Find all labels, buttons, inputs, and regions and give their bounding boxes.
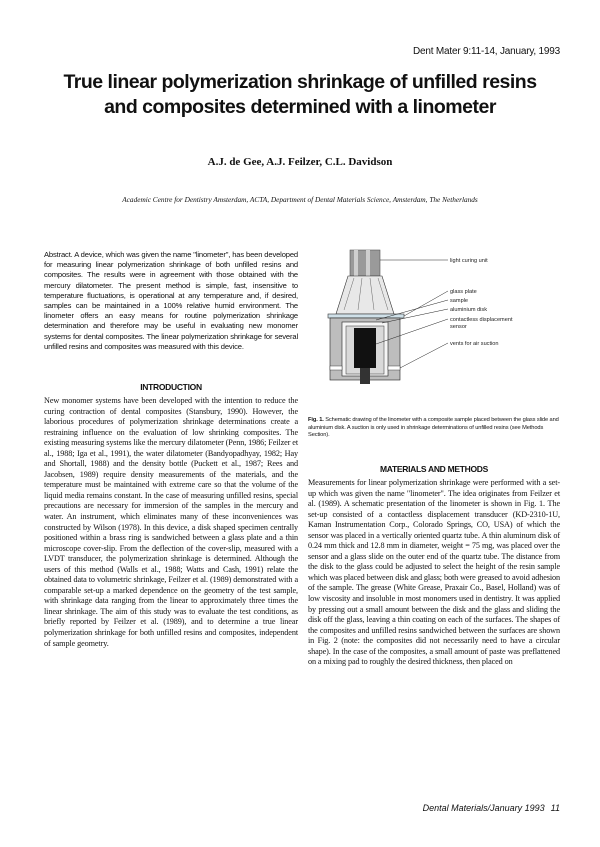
- page-number: 11: [550, 803, 560, 813]
- label-light-curing-unit: light curing unit: [450, 258, 488, 264]
- figure-caption-label: Fig. 1.: [308, 417, 324, 423]
- label-displacement-sensor: contactless displacement: [450, 317, 513, 323]
- displacement-sensor: [354, 328, 376, 368]
- label-sample: sample: [450, 298, 469, 304]
- paper-title: [40, 70, 560, 120]
- label-glass-plate: glass plate: [450, 289, 477, 295]
- affiliation: Academic Centre for Dentistry Amsterdam, ACTA, Department of Dental Materials Science, Amsterdam, The Netherlands: [122, 195, 478, 204]
- light-curing-unit: [336, 250, 394, 314]
- paper-title-line-2: and composites determined with a linometer: [104, 96, 496, 118]
- label-aluminium-disk: aluminium disk: [450, 307, 487, 313]
- materials-text: Measurements for linear polymerization shrinkage were performed with a set-up which was given the name "linometer". The idea originates from Feilzer et al. (1989). A schematic presentation of the linometer is shown in Fig. 1. The set-up consisted of a contactless displacement transducer (KD-2310-1U, Kaman Instrumentation Corp., Colorado Springs, CO, USA) of which the sensor was placed in a vertically oriented quartz tube. A thin aluminum disk of 0.24 mm thick and 12.8 mm in diameter, weight = 75 mg, was placed over the sensor and a glass slide on the outer end of the quartz tube. The distance from the disk to the glass could be adjusted to select the height of the resin sample which was placed between disk and glass; both were greased to avoid adhesion of the sample. The grease (White Grease, Praxair Co., Basel, Holland) was of low viscosity and insoluble in most monomers used in dentistry. It was applied by pressing out a small amount between the disk and the glass and sliding the disk off the glass, leaving a thin coating on each of the surfaces. The shapes of the composites and unfilled resins sandwiched between the surfaces are shown in Fig. 2 (note: the composites did not necessarily need to have a circular shape). In the case of the composites, a small amount of paste was preflattened on a mixing pad to roughly the desired thickness, then placed on: [308, 478, 560, 667]
- footer-journal: Dental Materials/January 1993: [422, 803, 545, 813]
- introduction-heading: INTRODUCTION: [140, 382, 202, 392]
- paper-title-line-1: True linear polymerization shrinkage of unfilled resins: [63, 71, 537, 93]
- authors: A.J. de Gee, A.J. Feilzer, C.L. Davidson: [207, 156, 393, 168]
- housing: [330, 318, 400, 384]
- journal-reference: Dent Mater 9:11-14, January, 1993: [412, 46, 560, 57]
- introduction-text: New monomer systems have been developed with the intention to reduce the curing contraction of dental composites (Stansbury, 1990). However, the laborious procedures of polymerization shrinkage determinations create a restraining influence on the evaluation of low shrinking composites. The existing measuring systems like the mercury dilatometer (Penn, 1986; Feilzer et al., 1988; Iga et al., 1991), the water dilatometer (Bandyopadhyay, 1982; Hay and Shortall, 1988) and the density bottle (Puckett et al., 1987; Rees and Jacobsen, 1989) require density measurements of the materials, and the temperature must be maintained with extreme care so that the volume of the liquid media remains constant. In the case of measuring unfilled resins, special precautions are necessary for immersion of the samples in the mercury and water. An instrument, which eliminates many of these inconveniences was constructed by Wilson (1978). In this device, a disk shaped specimen centrally positioned within a brass ring is sandwiched between a glass plate and a thin microscope cover-slip. From the deflection of the cover-slip, measured with a LVDT transducer, the polymerization shrinkage is determined. Although the users of this method (Walls et al., 1988; Watts and Cash, 1991) relate the obtained data to volumetric shrinkage, Feilzer et al. (1989) demonstrated with a comparable set-up a marked dependence on the geometry of the test sample, with shrinkage data ranging from the linear to approximately three times the linear shrinkage. The aim of this study was to evaluate the test conditions, as briefly reported by Feilzer et al. (1989), and to determine a true linear polymerization shrinkage for both unfilled resins and composites, independent of sample geometry.: [44, 396, 298, 648]
- figure-caption-text: Schematic drawing of the linometer with a composite sample placed between the glass slide and aluminium disk. A suction is only used in shrinkage determinations of unfilled resins (see Methods Section).: [308, 417, 559, 438]
- page-footer: [300, 803, 560, 813]
- figure-caption: [308, 417, 560, 440]
- abstract: Abstract. A device, which was given the name "linometer", has been developed for measuring linear polymerization shrinkage of both unfilled resins and composites. The results were in agreement with those obtained with the mercury dilatometer. The present method is simple, fast, insensitive to temperature fluctuations, is operational at any temperature and, if desired, samples can be maintained in a 100% relative humid environment. The linometer offers an easy means for routine polymerization shrinkage determination and therefore may be useful in evaluating new monomer systems for dental composites. The linear polymerization shrinkage for several unfilled resins and composites was measured with this device.: [44, 250, 298, 351]
- glass-plate: [328, 314, 404, 318]
- materials-heading: MATERIALS AND METHODS: [380, 464, 488, 474]
- figure-1: [308, 248, 560, 408]
- label-sensor: sensor: [450, 324, 467, 330]
- vent-left: [330, 366, 342, 370]
- vent-right: [388, 366, 400, 370]
- label-vents: vents for air suction: [450, 341, 499, 347]
- linometer-schematic: [308, 248, 560, 408]
